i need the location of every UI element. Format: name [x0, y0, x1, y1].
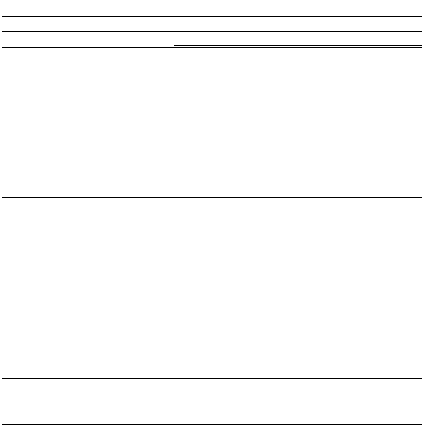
- rule-before-composition: [2, 197, 422, 198]
- header-row-date: [2, 16, 422, 31]
- data-table: [2, 16, 422, 424]
- rule-bottom: [2, 424, 422, 425]
- rule-header-bottom: [2, 47, 422, 48]
- rule-after-composition: [2, 378, 422, 379]
- rule-group-underline: [174, 45, 422, 46]
- header-row-method: [2, 31, 422, 46]
